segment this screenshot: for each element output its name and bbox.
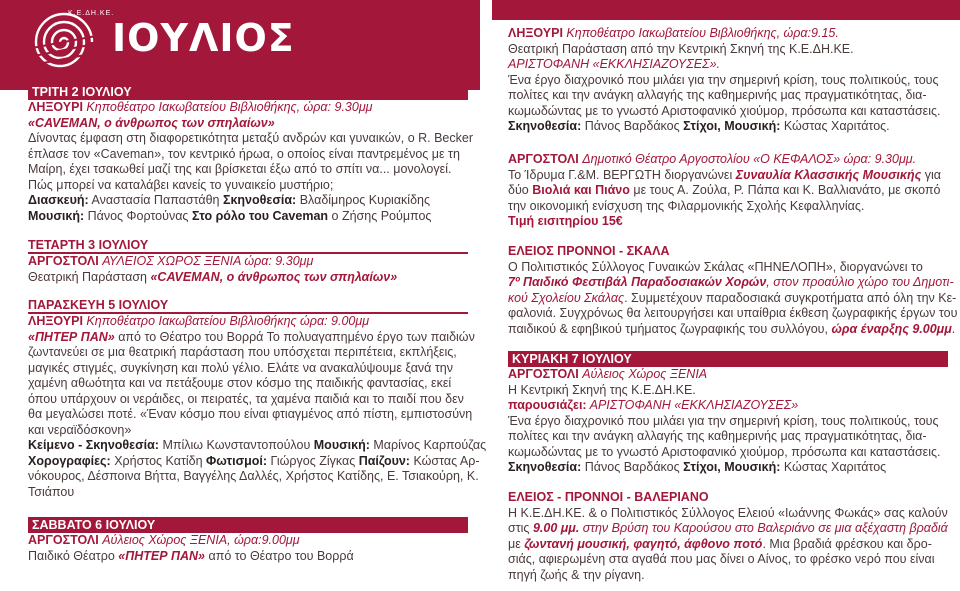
credit-value: Μπίλιω Κωνσταντοπούλου [158,438,314,452]
venue-town: ΛΗΞΟΥΡΙ [508,26,563,40]
day-heading: ΠΑΡΑΣΚΕΥΗ 5 ΙΟΥΛΙΟΥ [28,298,468,314]
show-company: από το Θέατρο του Βορρά [205,548,354,563]
credit-value: Κώστας Αρ- [409,453,480,468]
credit-value: ο Ζήσης Ρούμπος [328,208,432,223]
description-line: φαλονιά. Συγχρόνως θα λειτουργήσει και υπαίθρια έκθεση ζωγραφικής έργων του [508,306,958,320]
description-line: ζωντανεύει σε μια θεατρική παράσταση που υπόσχεται περιπέτεια, εκπλήξεις, [28,345,457,359]
description-line: την οικονομική ενίσχυση της Φιλαρμονικής Σχολής Κεφαλληνίας. [508,198,865,213]
start-time: ώρα έναρξης 9.00μμ [831,321,952,336]
venue-detail: Αύλειος Χώρος ΞΕΝΙΑ [582,367,708,381]
start-time: 9.00 μμ. [532,521,580,535]
credit-label: Διασκευή: [28,193,89,207]
show-title: «CAVEMAN, ο άνθρωπος των σπηλαίων» [28,115,275,130]
credit-label: Κείμενο - Σκηνοθεσία: [28,438,159,452]
description-line: κωμωδώντας με το γνωστό Αριστοφανικό χιούμορ, πρόσωπα και καταστάσεις. [508,103,941,118]
venue-detail: ΑΥΛΕΙΟΣ ΧΩΡΟΣ ΞΕΝΙΑ ώρα: 9.30μμ [102,254,314,268]
show-title: ΑΡΙΣΤΟΦΑΝΗ «ΕΚΚΛΗΣΙΑΖΟΥΣΕΣ». [508,57,721,71]
credit-label: Σκηνοθεσία: [222,193,297,207]
credit-value: Πάνος Βαρδάκος [581,460,684,474]
venue-town: ΕΛΕΙΟΣ - ΠΡΟΝΝΟΙ - ΒΑΛΕΡΙΑΝΟ [508,490,709,504]
credit-label: Σκηνοθεσία: [508,119,582,133]
description-line: μαγικές στιγμές, συγκίνηση και πολύ γέλιο. Ελάτε να ανακαλύψουμε ξανά την [28,360,454,375]
event-wed-3 [28,238,468,285]
description-line: Δίνοντας έμφαση στη διαφορετικότητα μεταξύ ανδρών και γυναικών, ο R. Becker [28,131,473,145]
description-line: Η Κεντρική Σκηνή της Κ.Ε.ΔΗ.ΚΕ. [508,382,696,397]
credit-value: Χρήστος Κατίδη [110,453,207,468]
logo-text: Κ.Ε.ΔΗ.ΚΕ. [68,10,115,17]
credit-value: Κώστας Χαριτάτος. [780,119,890,133]
description-line: χαμένη αθωότητα και να πετάξουμε στον κόσμο της παιδικής φαντασίας, εκεί [28,376,452,390]
concert-title: Συναυλία Κλασσικής Μουσικής [735,167,922,182]
festival-place: , στον προαύλιο χώρο του Δημοτι- [766,275,954,289]
show-title: «CAVEMAN, ο άνθρωπος των σπηλαίων» [150,269,398,284]
credit-label: Μουσική: [28,208,85,223]
event-sat-6 [28,517,468,564]
show-title: «ΠΗΤΕΡ ΠΑΝ» [118,548,206,563]
credit-label: Σκηνοθεσία: [508,460,582,474]
venue-detail: Αύλειος Χώρος ΞΕΝΙΑ, ώρα:9.00μμ [102,533,300,547]
credit-value: Αναστασία Παπαστάθη [88,193,223,207]
description-line: σιάς, αφιερωμένη στα αγαθά που μας δίνει ο Αίνος, το φρέσκο νερό που είναι [508,552,935,566]
description-line: πολίτες και την ανάγκη αλλαγής της καθημερινής μας πραγματικότητας, δια- [508,88,927,102]
description-line: με τους Α. Ζούλα, Ρ. Πάπα και Κ. Βαλλιανάτο, με σκοπό [629,183,941,197]
description-line: θα μεγαλώσει ποτέ. «Έναν κόσμο που είναι φτιαγμένος από πίστη, εμπιστοσύνη [28,407,473,421]
day-heading: ΚΥΡΙΑΚΗ 7 ΙΟΥΛΙΟΥ [508,351,948,367]
festival-title: 7º Παιδικό Φεστιβάλ Παραδοσιακών Χορών [508,275,767,289]
venue-detail: στην Βρύση του Καρούσου στο Βαλεριάνο σε μια αξέχαστη βραδιά [579,521,948,535]
description-line: Μαίρη, έχει τσακωθεί μαζί της και βρίσκεται έξω από το σπίτι να... μονολογεί. [28,162,452,176]
description-line: και νεραϊδόσκονη» [28,422,132,437]
credit-value: Γιώργος Ζίγκας [267,453,359,468]
venue-town: ΛΗΞΟΥΡΙ [28,100,83,114]
description-line: Το Ίδρυμα Γ.&Μ. ΒΕΡΓΩΤΗ διοργανώνει [508,167,736,182]
description-line: . [951,321,956,336]
event-tue-2 [28,84,473,224]
description-line: δύο [508,183,533,197]
credit-label: Φωτισμοί: [206,453,268,468]
venue-town: ΑΡΓΟΣΤΟΛΙ [28,533,99,547]
credit-value: Βλαδίμηρος Κυριακίδης [296,193,431,207]
credit-label: Παίζουν: [358,453,410,468]
ticket-price: Τιμή εισιτηρίου 15€ [508,214,623,228]
credit-label: Στίχοι, Μουσική: [683,460,781,474]
description-line: . Συμμετέχουν παραδοσιακά συγκροτήματα από όλη την Κε- [624,290,957,305]
venue-detail: Δημοτικό Θέατρο Αργοστολίου «Ο ΚΕΦΑΛΟΣ» ώρα: 9.30μμ. [582,152,917,166]
venue-detail: Κηποθέατρο Ιακωβατείου Βιβλιοθήκης, ώρα: 9.30μμ [86,100,373,114]
description-line: πηγή ζωής & την ρίγανη. [508,567,645,582]
description-line: στις [508,521,533,535]
venue-town: ΑΡΓΟΣΤΟΛΙ [508,152,579,166]
description-line: Ένα έργο διαχρονικό που μιλάει για την σημερινή κρίση, τους πολιτικούς, τους [508,413,939,428]
header-banner-right [492,0,960,20]
credit-label: Στίχοι, Μουσική: [683,119,781,133]
description-line: με [508,536,525,551]
description-line: για [921,167,941,182]
description-line: Πώς μπορεί να καταλάβει κανείς το γυναικείο μυστήριο; [28,177,334,192]
credit-value: Πάνος Φορτούνας [84,208,192,223]
description-line: Ο Πολιτιστικός Σύλλογος Γυναικών Σκάλας «ΠΗΝΕΛΟΠΗ», διοργανώνει το [508,259,923,274]
description-line: έπλασε τον «Caveman», τον κεντρικό ήρωα, ο οποίος είναι παντρεμένος με τη [28,146,460,161]
show-type: Παιδικό Θέατρο [28,548,119,563]
presents-label: παρουσιάζει: [508,398,587,412]
venue-detail: Κηποθέατρο Ιακωβατείου Βιβλιοθήκης, ώρα:9.15. [566,26,839,40]
credit-value: Κώστας Χαριτάτος [780,460,887,474]
venue-town: ΛΗΞΟΥΡΙ [28,314,83,328]
show-title: «ΠΗΤΕΡ ΠΑΝ» [28,329,115,344]
venue-town: ΑΡΓΟΣΤΟΛΙ [508,367,579,381]
description-line: . Μια βραδιά φρέσκου και δρο- [762,536,932,551]
description-line: Θεατρική Παράσταση από την Κεντρική Σκηνή της Κ.Ε.ΔΗ.ΚΕ. [508,41,854,56]
credit-value: Πάνος Βαρδάκος [581,119,684,133]
day-heading: ΤΡΙΤΗ 2 ΙΟΥΛΙΟΥ [28,84,468,100]
instruments: Βιολιά και Πιάνο [532,183,630,197]
page-title: ΙΟΥΛΙΟΣ [112,16,295,60]
event-argostoli-concert [508,152,948,230]
description-line: πολίτες και την ανάγκη αλλαγής της καθημερινής μας πραγματικότητας, δια- [508,429,927,443]
venue-town: ΕΛΕΙΟΣ ΠΡΟΝΝΟΙ - ΣΚΑΛΑ [508,244,670,258]
description-line: Ένα έργο διαχρονικό που μιλάει για την σημερινή κρίση, τους πολιτικούς, τους [508,72,939,87]
event-lixouri-ekklisiazouses [508,26,948,135]
event-fri-5 [28,298,487,500]
credit-value: νόκουρος, Δέσποινα Βήττα, Βαγγέλης Δαλλές, Χρήστος Κατίδης, Ε. Τσιακούρη, Κ. [28,469,479,483]
credit-value: Μαρίνος Καρπούζας [369,438,487,452]
event-sun-7 [508,351,948,476]
day-heading: ΣΑΒΒΑΤΟ 6 ΙΟΥΛΙΟΥ [28,517,468,533]
credit-label: Στο ρόλο του Caveman [191,208,329,223]
show-type: Θεατρική Παράσταση [28,269,151,284]
venue-detail: Κηποθέατρο Ιακωβατείου Βιβλιοθήκης ώρα: 9.00μμ [86,314,370,328]
description-line: όπου υπάρχουν οι νεράιδες, οι πειρατές, τα χαμένα παιδιά και το παιδί που δεν [28,391,464,406]
credit-value: Τσιάπου [28,484,75,499]
description-line: κωμωδώντας με το γνωστό Αριστοφανικό χιούμορ, πρόσωπα και καταστάσεις. [508,444,941,459]
event-skala-festival [508,244,958,337]
credit-label: Μουσική: [313,438,370,452]
description-line: από το Θέατρο του Βορρά Το πολυαγαπημένο έργο των παιδιών [114,329,475,344]
event-valeriano [508,490,948,583]
highlights: ζωντανή μουσική, φαγητό, άφθονο ποτό [524,536,763,551]
day-heading: ΤΕΤΑΡΤΗ 3 ΙΟΥΛΙΟΥ [28,238,468,254]
show-title: ΑΡΙΣΤΟΦΑΝΗ «ΕΚΚΛΗΣΙΑΖΟΥΣΕΣ» [586,398,799,412]
venue-town: ΑΡΓΟΣΤΟΛΙ [28,254,99,268]
description-line: Η Κ.Ε.ΔΗ.ΚΕ. & ο Πολιτιστικός Σύλλογος Ελειού «Ιωάννης Φωκάς» σας καλούν [508,505,948,520]
credit-label: Χορογραφίες: [28,453,111,468]
description-line: παιδικού & εφηβικού τμήματος ζωγραφικής του συλλόγου, [508,321,832,336]
festival-place: κού Σχολείου Σκάλας [508,290,625,305]
